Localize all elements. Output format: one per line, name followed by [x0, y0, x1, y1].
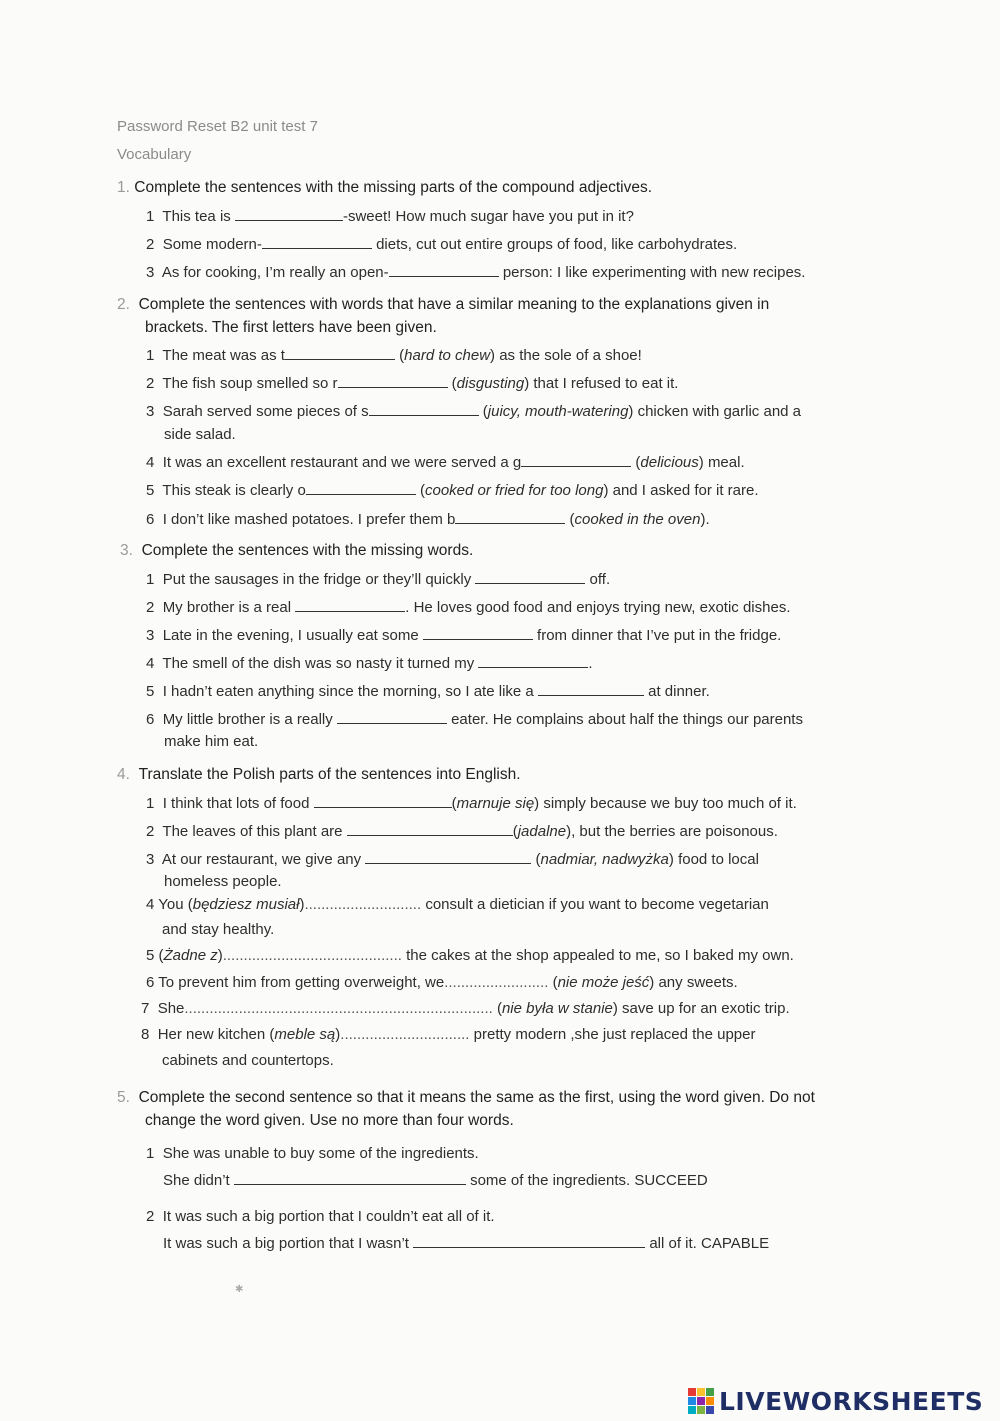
brand-name: LIVEWORKSHEETS: [719, 1386, 984, 1416]
ex4-item-3-cont: homeless people.: [164, 873, 282, 890]
liveworksheets-icon: [688, 1388, 714, 1414]
answer-blank[interactable]: [478, 654, 588, 668]
ex3-item-2: 2 My brother is a real . He loves good food and enjoys trying new, exotic dishes.: [146, 599, 791, 616]
ex4-item-8: 8 Her new kitchen (meble są)............................... pretty modern ,she just replaced the upper: [141, 1026, 756, 1043]
ex5-item-2: 2 It was such a big portion that I couldn’t eat all of it.: [146, 1208, 495, 1225]
ex3-instruction: 3. Complete the sentences with the missing words.: [120, 542, 474, 559]
answer-blank[interactable]: [314, 794, 452, 808]
ex5-item-1: 1 She was unable to buy some of the ingredients.: [146, 1145, 479, 1162]
ex4-item-8-cont: cabinets and countertops.: [162, 1052, 334, 1069]
scan-speck: ✱: [235, 1284, 244, 1295]
ex1-instruction: 1. Complete the sentences with the missing parts of the compound adjectives.: [117, 179, 653, 196]
ex2-item-6: 6 I don’t like mashed potatoes. I prefer them b (cooked in the oven).: [146, 511, 710, 528]
ex4-item-4-cont: and stay healthy.: [162, 921, 275, 938]
ex2-item-3-cont: side salad.: [164, 426, 236, 443]
ex4-item-6: 6 To prevent him from getting overweight, we......................... (nie może jeść) any sweets.: [146, 974, 738, 991]
ex2-item-2: 2 The fish soup smelled so r (disgusting) that I refused to eat it.: [146, 375, 679, 392]
answer-blank[interactable]: [235, 207, 343, 221]
answer-blank[interactable]: [455, 510, 565, 524]
ex4-instruction: 4. Translate the Polish parts of the sentences into English.: [117, 766, 521, 783]
ex3-item-6: 6 My little brother is a really eater. He complains about half the things our parents: [146, 711, 803, 728]
ex3-item-4: 4 The smell of the dish was so nasty it turned my .: [146, 655, 593, 672]
ex3-item-5: 5 I hadn’t eaten anything since the morning, so I ate like a at dinner.: [146, 683, 710, 700]
ex2-item-5: 5 This steak is clearly o (cooked or fried for too long) and I asked for it rare.: [146, 482, 759, 499]
answer-blank[interactable]: [338, 374, 448, 388]
ex4-item-5: 5 (Żadne z)........................................... the cakes at the shop appealed to me, so I baked my own.: [146, 947, 794, 964]
answer-blank[interactable]: [538, 682, 644, 696]
ex5-item-1-answer: She didn’t some of the ingredients. SUCCEED: [163, 1172, 708, 1189]
answer-dots[interactable]: ..........................................................................: [184, 1000, 493, 1017]
liveworksheets-logo[interactable]: [688, 1383, 993, 1419]
ex3-item-3: 3 Late in the evening, I usually eat some from dinner that I’ve put in the fridge.: [146, 627, 782, 644]
ex2-item-3: 3 Sarah served some pieces of s (juicy, mouth-watering) chicken with garlic and a: [146, 403, 802, 420]
ex4-item-7: 7 She.......................................................................... (nie była w stanie) save up for an exotic trip.: [141, 1000, 790, 1017]
ex2-instruction-cont: brackets. The first letters have been given.: [145, 319, 437, 336]
answer-blank[interactable]: [365, 850, 531, 864]
ex4-item-3: 3 At our restaurant, we give any (nadmiar, nadwyżka) food to local: [146, 851, 759, 868]
ex4-item-2: 2 The leaves of this plant are (jadalne), but the berries are poisonous.: [146, 823, 778, 840]
answer-dots[interactable]: ............................: [304, 896, 422, 913]
ex5-item-2-answer: It was such a big portion that I wasn’t all of it. CAPABLE: [163, 1235, 770, 1252]
ex2-instruction: 2. Complete the sentences with words that have a similar meaning to the explanations given in: [117, 296, 770, 313]
answer-blank[interactable]: [389, 263, 499, 277]
answer-blank[interactable]: [521, 453, 631, 467]
answer-blank[interactable]: [234, 1171, 466, 1185]
ex1-item-2: 2 Some modern- diets, cut out entire groups of food, like carbohydrates.: [146, 236, 738, 253]
answer-dots[interactable]: ...............................: [340, 1026, 470, 1043]
answer-blank[interactable]: [475, 570, 585, 584]
ex2-item-4: 4 It was an excellent restaurant and we were served a g (delicious) meal.: [146, 454, 745, 471]
answer-blank[interactable]: [306, 481, 416, 495]
answer-dots[interactable]: ...........................................: [222, 947, 402, 964]
answer-blank[interactable]: [337, 710, 447, 724]
ex4-item-4: 4 You (będziesz musiał)............................ consult a dietician if you want to become vegetarian: [146, 896, 769, 913]
ex3-item-1: 1 Put the sausages in the fridge or they’ll quickly off.: [146, 571, 611, 588]
test-title: Password Reset B2 unit test 7: [117, 118, 318, 135]
ex2-item-1: 1 The meat was as t (hard to chew) as the sole of a shoe!: [146, 347, 642, 364]
answer-blank[interactable]: [369, 402, 479, 416]
answer-blank[interactable]: [347, 822, 513, 836]
answer-blank[interactable]: [423, 626, 533, 640]
answer-blank[interactable]: [295, 598, 405, 612]
answer-blank[interactable]: [262, 235, 372, 249]
answer-dots[interactable]: .........................: [444, 974, 549, 991]
answer-blank[interactable]: [413, 1234, 645, 1248]
section-title: Vocabulary: [117, 146, 192, 163]
ex4-item-1: 1 I think that lots of food (marnuje się) simply because we buy too much of it.: [146, 795, 797, 812]
answer-blank[interactable]: [285, 346, 395, 360]
ex5-instruction-cont: change the word given. Use no more than four words.: [145, 1112, 514, 1129]
ex1-item-1: 1 This tea is -sweet! How much sugar have you put in it?: [146, 208, 634, 225]
ex5-instruction: 5. Complete the second sentence so that it means the same as the first, using the word given. Do not: [117, 1089, 815, 1106]
ex1-item-3: 3 As for cooking, I’m really an open- person: I like experimenting with new recipes.: [146, 264, 806, 281]
ex3-item-6-cont: make him eat.: [164, 733, 259, 750]
